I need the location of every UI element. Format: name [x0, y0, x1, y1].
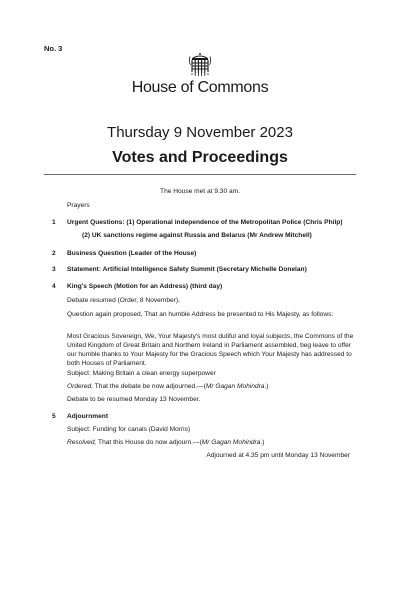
- statement-heading: Statement: Artificial Intelligence Safety Summit (Secretary Michelle Donelan): [67, 266, 307, 273]
- item-number: 1: [52, 219, 56, 226]
- humble-address-text: Most Gracious Sovereign, We, Your Majesty's most dutiful and loyal subjects, the Commons of the United Kingdom of Great Britain and Northern Ireland in Parliament assembled, beg leave to offer our humble thanks to Your Majesty for the Gracious Speech which Your Majesty has addressed to both Houses of Parliament.: [67, 333, 354, 368]
- resolved-close: .): [260, 439, 265, 446]
- adjournment-heading: Adjournment: [67, 413, 109, 420]
- debate-subject-text: Subject: Making Britain a clean energy superpower: [67, 370, 216, 377]
- debate-resume-date-text: Debate to be resumed Monday 13 November.: [67, 396, 201, 403]
- member-name: Mr Gagan Mohindra: [201, 439, 261, 446]
- ordered-close: .): [264, 383, 269, 390]
- sitting-date: Thursday 9 November 2023: [107, 124, 293, 141]
- urgent-questions-second: (2) UK sanctions regime against Russia and Belarus (Mr Andrew Mitchell): [82, 232, 312, 239]
- debate-resumed-text: Debate resumed (Order, 8 November).: [67, 297, 180, 304]
- urgent-questions-heading: Urgent Questions: (1) Operational independence of the Metropolitan Police (Chris Philp): [67, 219, 343, 226]
- adjournment-subject-text: Subject: Funding for canals (David Morris): [67, 426, 191, 433]
- item-number: 4: [52, 283, 56, 290]
- item-number: 5: [52, 413, 56, 420]
- house-of-commons-wordmark: House of Commons: [131, 79, 269, 96]
- adjourned-time-text: Adjourned at 4.35 pm until Monday 13 November: [206, 452, 350, 459]
- question-proposed-text: Question again proposed, That an humble Address be presented to His Majesty, as follows:: [67, 311, 334, 318]
- member-name: Mr Gagan Mohindra: [205, 383, 265, 390]
- ordered-adjourned-text: [67, 383, 269, 392]
- title-divider: [44, 174, 356, 175]
- prayers-label: Prayers: [67, 202, 90, 209]
- item-number: 3: [52, 266, 56, 273]
- kings-speech-heading: King's Speech (Motion for an Address) (third day): [67, 283, 223, 290]
- ordered-label: Ordered,: [67, 383, 94, 390]
- sitting-opening: The House met at 9.30 am.: [160, 188, 240, 195]
- business-question-heading: Business Question (Leader of the House): [67, 250, 197, 257]
- document-number: No. 3: [44, 44, 63, 53]
- resolved-label: Resolved,: [67, 439, 97, 446]
- ordered-body: That the debate be now adjourned.—(: [93, 383, 206, 390]
- portcullis-icon: [189, 52, 211, 78]
- resolved-adjourn-text: [67, 439, 264, 448]
- resolved-body: That this House do now adjourn.—(: [96, 439, 202, 446]
- document-title: Votes and Proceedings: [112, 149, 288, 166]
- item-number: 2: [52, 250, 56, 257]
